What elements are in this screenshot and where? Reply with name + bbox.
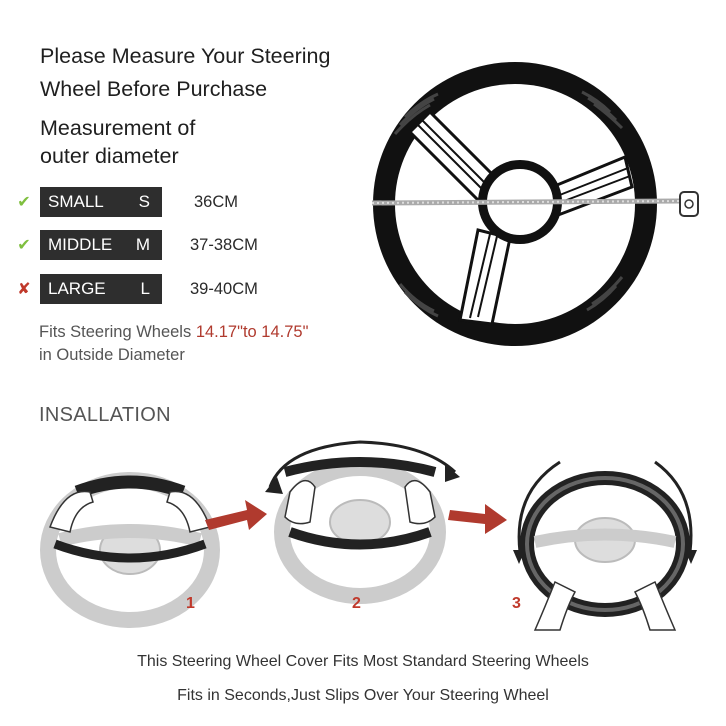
size-badge — [40, 230, 162, 260]
size-row-large — [14, 274, 258, 304]
caption-line-2: Fits in Seconds,Just Slips Over Your Steering Wheel — [177, 687, 549, 704]
size-measure: 36CM — [194, 192, 239, 211]
caption-line-1: This Steering Wheel Cover Fits Most Standard Steering Wheels — [137, 653, 589, 670]
steering-wheel-illustration — [360, 62, 710, 362]
size-row-middle — [14, 230, 258, 260]
size-name: SMALL — [48, 192, 104, 211]
heading-line-2: Wheel Before Purchase — [40, 77, 268, 101]
fits-prefix: Fits Steering Wheels — [39, 323, 196, 341]
cross-icon: ✘ — [17, 281, 31, 298]
size-row-small — [14, 187, 238, 217]
installation-steps-illustration — [15, 432, 715, 632]
size-code: L — [140, 279, 150, 298]
step-2-wheel — [265, 442, 460, 596]
size-code: M — [135, 235, 150, 254]
heading-line-4: outer diameter — [40, 144, 179, 168]
size-code: S — [138, 192, 150, 211]
size-badge — [40, 274, 162, 304]
step-label-1: 1 — [186, 595, 195, 612]
check-icon: ✔ — [17, 194, 31, 211]
heading-line-3: Measurement of — [40, 116, 196, 140]
installation-title: INSALLATION — [39, 404, 171, 426]
step-label-2: 2 — [352, 595, 361, 612]
step-3-wheel — [513, 462, 697, 630]
heading-line-1: Please Measure Your Steering — [40, 44, 331, 68]
size-badge — [40, 187, 162, 217]
check-icon: ✔ — [17, 237, 31, 254]
size-measure: 39-40CM — [190, 279, 258, 298]
fits-range: 14.17"to 14.75" — [195, 323, 309, 341]
step-label-3: 3 — [512, 595, 521, 612]
fits-note — [39, 321, 308, 367]
size-measure: 37-38CM — [190, 235, 258, 254]
size-name: LARGE — [48, 279, 106, 298]
size-name: MIDDLE — [48, 235, 113, 254]
fits-line-2: in Outside Diameter — [39, 346, 185, 364]
